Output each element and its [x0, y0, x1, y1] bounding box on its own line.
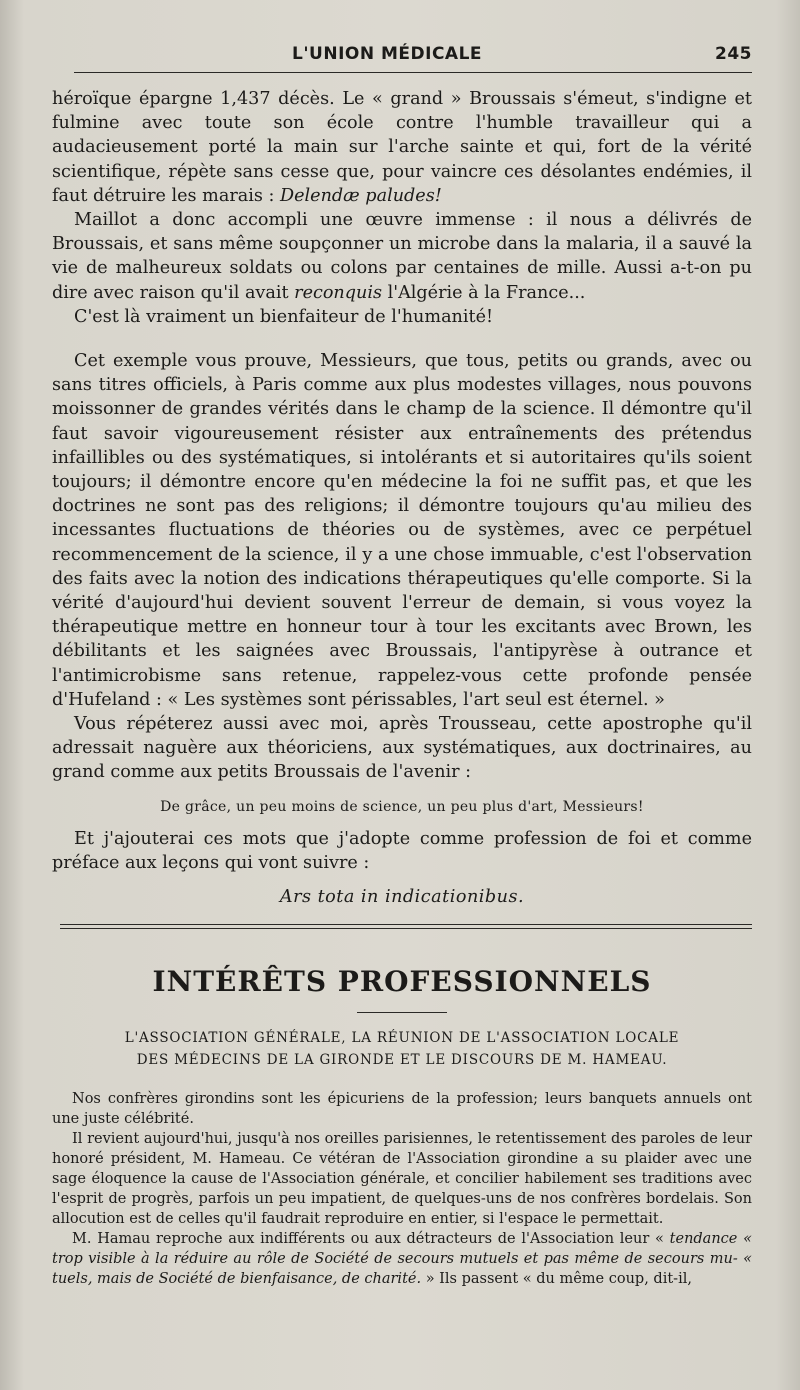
title-rule — [357, 1012, 447, 1013]
paragraph: Il revient aujourd'hui, jusqu'à nos oreilles parisiennes, le retentissement des paroles de leur honoré président, M. Hameau. Ce vétéran de l'Association girondine a su plaider avec une sage éloquence la cause de l'Association générale, et concilier habilement ses traditions avec l'esprit de progrès, parfois un peu impatient, de quelques-uns de nos confrères bordelais. Son allocution est de celles qu'il faudrait reproduire en entier, si l'espace le permettait. — [52, 1130, 752, 1227]
section-divider — [60, 924, 752, 925]
section-divider — [60, 928, 752, 929]
page-number: 245 — [715, 44, 752, 64]
paragraph: Nos confrères girondins sont les épicuriens de la profession; leurs banquets annuels ont une juste célébrité. — [52, 1090, 752, 1127]
trousseau-quote: De grâce, un peu moins de science, un peu plus d'art, Messieurs! — [160, 798, 644, 815]
paragraph: Vous répéterez aussi avec moi, après Trousseau, cette apostrophe qu'il adressait naguère aux théoriciens, aux systématiques, aux doctrinaires, au grand comme aux petits Broussais de l'avenir : — [52, 714, 752, 783]
header-rule — [74, 72, 752, 73]
section-title: INTÉRÊTS PROFESSIONNELS — [152, 964, 652, 998]
paragraph: héroïque épargne 1,437 décès. Le « grand » Broussais s'émeut, s'indigne et fulmine avec toute son école contre l'humble travailleur qui a audacieusement porté la main sur l'arche sainte et qui, fort de la vérité scientifique, répète sans cesse que, pour vaincre ces désolantes endémies, il faut détruire les marais : Delendæ paludes! — [52, 89, 752, 206]
motto: Ars tota in indicationibus. — [279, 887, 525, 908]
article-subheading: L'ASSOCIATION GÉNÉRALE, LA RÉUNION DE L'ASSOCIATION LOCALE DES MÉDECINS DE LA GIRONDE ET LE DISCOURS DE M. HAMEAU. — [124, 1029, 680, 1068]
article-text — [52, 1089, 752, 1289]
paragraph-gap — [52, 329, 752, 349]
paragraph: C'est là vraiment un bienfaiteur de l'humanité! — [74, 306, 494, 327]
journal-title: L'UNION MÉDICALE — [292, 44, 483, 64]
paragraph: Maillot a donc accompli une œuvre immense : il nous a délivrés de Broussais, et sans même soupçonner un microbe dans la malaria, il a sauvé la vie de malheureux soldats ou colons par centaines de mille. Aussi a-t-on pu dire avec raison qu'il avait reconquis l'Algérie à la France... — [52, 210, 752, 303]
running-header — [52, 44, 752, 64]
main-text — [52, 87, 752, 910]
paragraph: Cet exemple vous prouve, Messieurs, que tous, petits ou grands, avec ou sans titres officiels, à Paris comme aux plus modestes villages, nous pouvons moissonner de grandes vérités dans le champ de la science. Il démontre qu'il faut savoir vigoureusement résister aux entraînements des prétendus infaillibles ou des systématiques, si intolérants et si autoritaires qu'ils soient toujours; il démontre encore qu'en médecine la foi ne suffit pas, et que les doctrines ne sont pas des religions; il démontre toujours qu'au milieu des incessantes fluctuations de théories ou de systèmes, avec ce perpétuel recommencement de la science, il y a une chose immuable, c'est l'observation des faits avec la notion des indications thérapeutiques qu'elle comporte. Si la vérité d'aujourd'hui devient souvent l'erreur de demain, si vous voyez la thérapeutique mettre en honneur tour à tour les excitants avec Brown, les débilitants et les saignées avec Broussais, l'antipyrèse à outrance et l'antimicrobisme sans retenue, rappelez-vous cette profonde pensée d'Hufeland : « Les systèmes sont périssables, l'art seul est éternel. » — [52, 351, 752, 710]
closing-paragraph: Et j'ajouterai ces mots que j'adopte comme profession de foi et comme préface aux leçons qui vont suivre : — [52, 828, 752, 874]
paragraph: M. Hamau reproche aux indifférents ou aux détracteurs de l'Association leur « tendance « trop visible à la réduire au rôle de Société de secours mutuels et pas même de secours mu- « tuels, mais de Société de bienfaisance, de charité. » Ils passent « du même coup, dit-il, — [52, 1230, 752, 1287]
